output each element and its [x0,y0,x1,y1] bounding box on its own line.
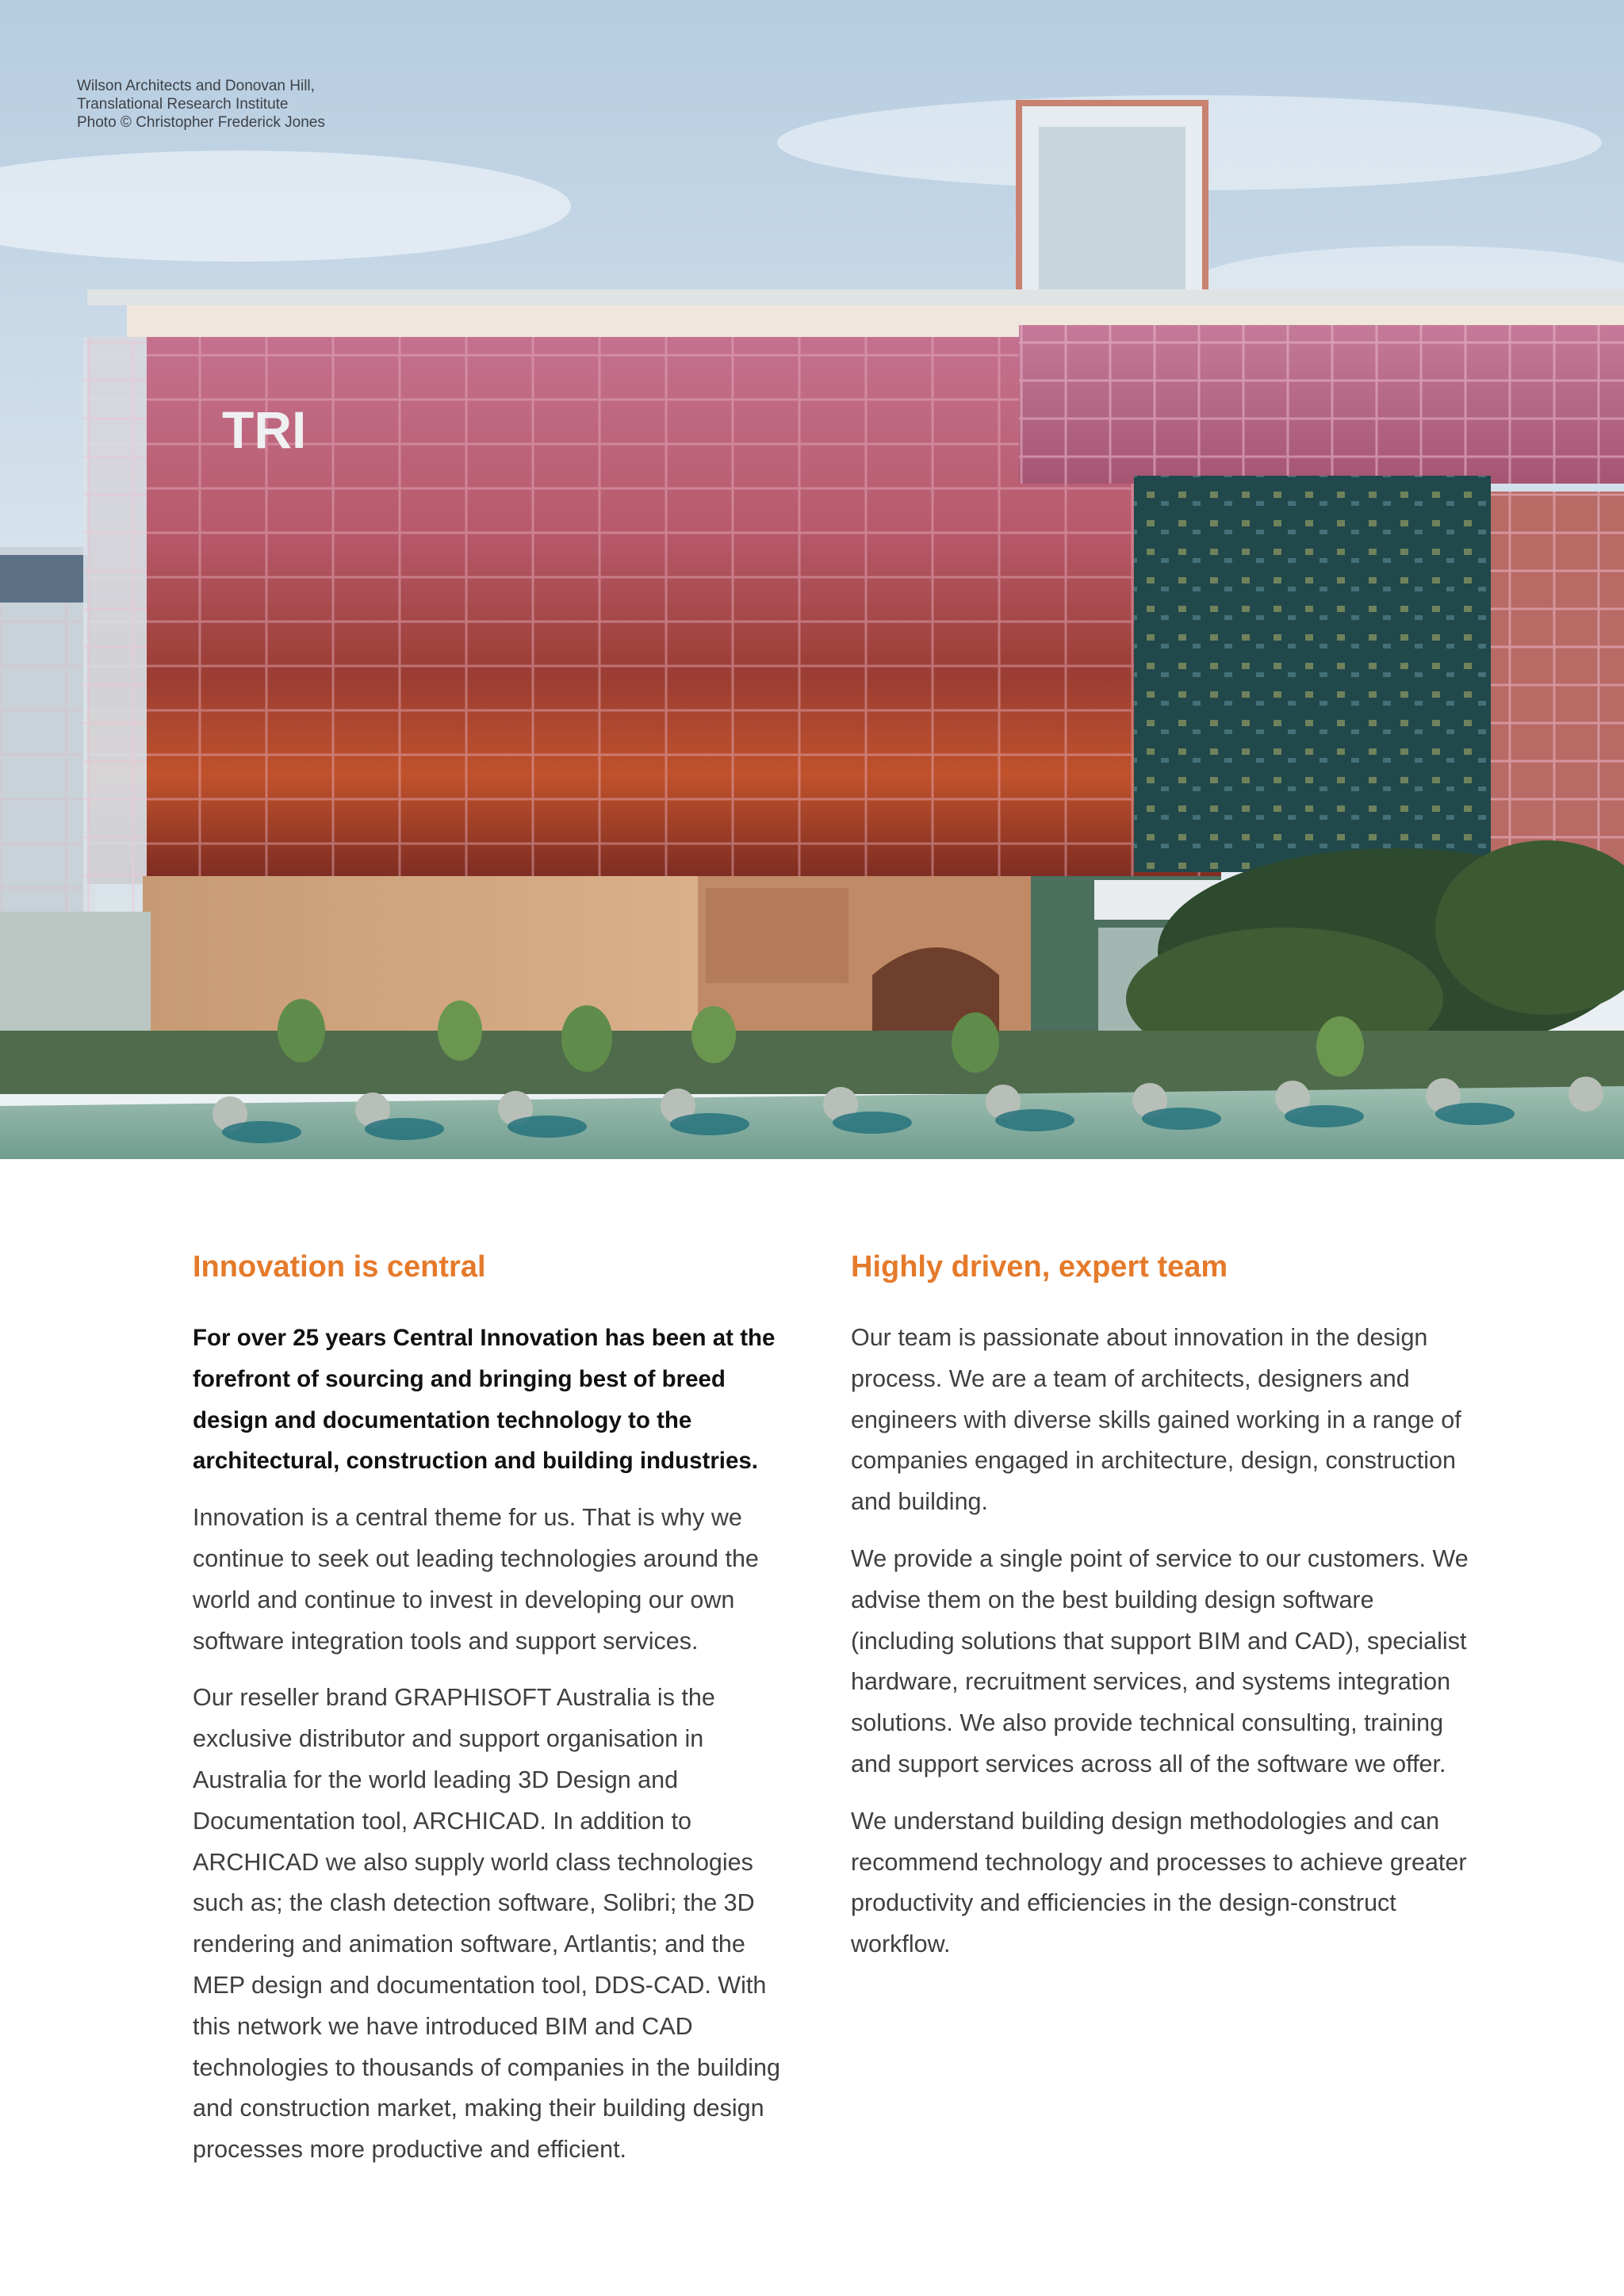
body-paragraph: Our reseller brand GRAPHISOFT Australia is the exclusive distributor and support organisation in Australia for the world leading 3D Design and Documentation tool, ARCHICAD. In addition to ARCHICAD we also supply world class technologies such as; the clash detection software, Solibri; the 3D rendering and animation software, Artlantis; and the MEP design and documentation tool, DDS-CAD. With this network we have introduced BIM and CAD technologies to thousands of companies in the building and construction market, making their building design processes more productive and efficient. [193,1684,780,2164]
body-paragraph: Our team is passionate about innovation in the design process. We are a team of architects, designers and engineers with diverse skills gained working in a range of companies engaged in architecture, design, construction and building. [851,1324,1461,1516]
caption-line: Wilson Architects and Donovan Hill, [77,78,315,94]
photo-caption [77,77,632,132]
expert-team-section [851,1243,1469,1981]
section-heading: Highly driven, expert team [851,1250,1228,1284]
lead-paragraph: For over 25 years Central Innovation has been at the forefront of sourcing and bringing best of breed design and documentation technology to the architectural, construction and building industries. [193,1325,776,1475]
body-paragraph: We provide a single point of service to our customers. We advise them on the best building design software (including solutions that support BIM and CAD), specialist hardware, recruitment services, and systems integration solutions. We also provide technical consulting, training and support services across all of the software we offer. [851,1544,1469,1777]
body-paragraph: Innovation is a central theme for us. That is why we continue to seek out leading technologies around the world and continue to invest in developing our own software integration tools and support services. [193,1504,759,1655]
innovation-section [193,1243,795,2187]
body-paragraph: We understand building design methodologies and can recommend technology and processes to achieve greater productivity and efficiencies in the design-construct workflow. [851,1807,1467,1958]
caption-line: Translational Research Institute [77,96,289,113]
caption-line: Photo © Christopher Frederick Jones [77,114,325,131]
section-heading: Innovation is central [193,1250,486,1284]
building-sign: TRI [222,400,307,459]
